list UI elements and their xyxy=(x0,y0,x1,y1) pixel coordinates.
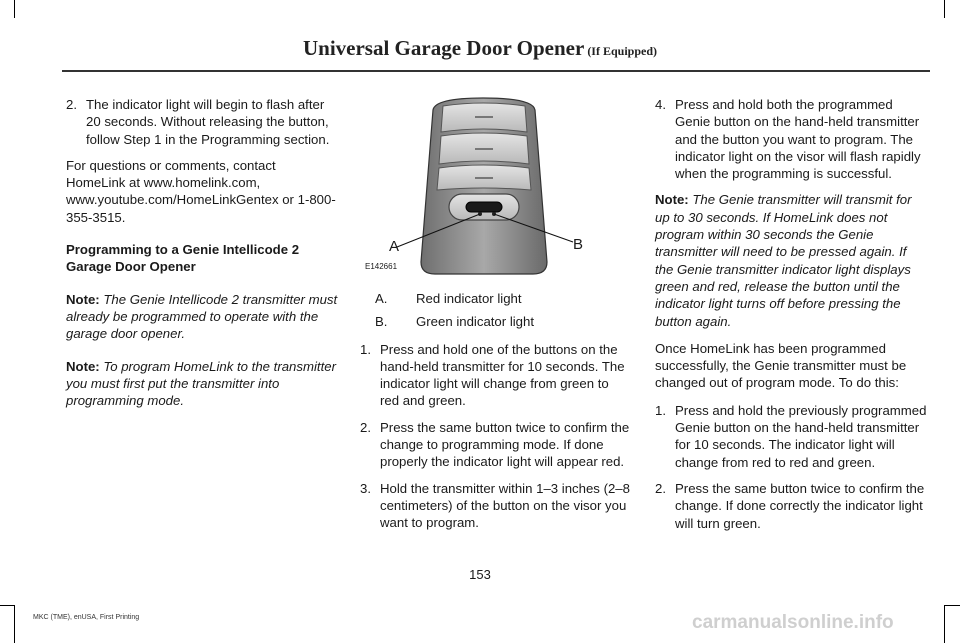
contact-paragraph: For questions or comments, contact HomeLink at www.homelink.com, www.youtube.com/HomeLinkGentex or 1-800-355-3515. xyxy=(66,157,336,225)
item-number: 3. xyxy=(360,480,371,496)
list-item xyxy=(360,419,630,471)
list-item xyxy=(655,402,927,471)
item-text: Press the same button twice to confirm the change to programming mode. If done properly the indicator light will appear red. xyxy=(380,419,630,470)
item-number: 4. xyxy=(655,97,666,112)
item-number: 2. xyxy=(66,97,77,112)
legend-item xyxy=(360,313,630,330)
note-paragraph xyxy=(66,291,338,343)
left-column xyxy=(66,96,338,419)
list-item xyxy=(655,480,927,532)
figure-code: E142661 xyxy=(365,262,398,271)
legend-letter: A. xyxy=(375,291,388,306)
legend-text: Green indicator light xyxy=(416,314,535,330)
crop-mark-bottom-right-h xyxy=(944,605,960,606)
note-paragraph xyxy=(66,358,338,410)
item-text: Press the same button twice to confirm the change. If done correctly the indicator light will turn green. xyxy=(675,480,925,531)
page-number: 153 xyxy=(469,567,491,582)
header-subtitle: (If Equipped) xyxy=(584,44,658,58)
remote-figure xyxy=(363,96,627,276)
indicator-lights xyxy=(466,202,502,212)
note-label: Note: xyxy=(66,358,100,374)
list-item xyxy=(66,96,338,148)
genie-remote-illustration xyxy=(363,96,627,276)
note-label: Note: xyxy=(66,291,100,307)
item-text: Hold the transmitter within 1–3 inches (2–8 centimeters) of the button on the visor you want to program. xyxy=(380,480,630,531)
middle-column xyxy=(360,290,630,541)
list-item xyxy=(655,96,927,182)
legend-item xyxy=(360,290,630,307)
item-text: Press and hold one of the buttons on the hand-held transmitter for 10 seconds. The indicator light will change from green to red and green. xyxy=(380,341,625,409)
note-paragraph xyxy=(655,191,927,329)
note-label: Note: xyxy=(655,192,689,208)
page-header xyxy=(0,36,960,61)
note-text: The Genie transmitter will transmit for up to 30 seconds. If HomeLink does not program within 30 seconds the Genie transmitter will need to be pressed again. If the Genie transmitter indicator light displays green and red, release the button until the indicator light turns off before pressing the button again. xyxy=(655,192,912,329)
note-text: To program HomeLink to the transmitter you must first put the transmitter into programming mode. xyxy=(66,358,336,409)
crop-mark-bottom-right xyxy=(944,605,945,643)
item-text: The indicator light will begin to flash after 20 seconds. Without releasing the button, follow Step 1 in the Programming section. xyxy=(86,97,330,147)
item-number: 2. xyxy=(360,419,371,435)
item-text: Press and hold both the programmed Genie button on the hand-held transmitter and the button you want to program. The indicator light on the visor will flash rapidly when the programming is successful. xyxy=(675,97,921,182)
list-item xyxy=(360,480,630,532)
item-number: 2. xyxy=(655,480,666,496)
header-rule xyxy=(62,70,930,72)
list-item xyxy=(360,341,630,410)
item-number: 1. xyxy=(655,402,666,418)
crop-mark-top-right xyxy=(944,0,945,18)
note-text: The Genie Intellicode 2 transmitter must already be programmed to operate with the garage door opener. xyxy=(66,291,338,342)
section-heading: Programming to a Genie Intellicode 2 Garage Door Opener xyxy=(66,242,300,275)
callout-label-b: B xyxy=(573,236,584,253)
crop-mark-top-left xyxy=(14,0,15,18)
crop-mark-bottom-left-h xyxy=(0,605,14,606)
item-number: 1. xyxy=(360,341,371,357)
legend-text: Red indicator light xyxy=(416,291,522,306)
body-paragraph: Once HomeLink has been programmed successfully, the Genie transmitter must be changed out of program mode. To do this: xyxy=(655,340,907,391)
footer-text: MKC (TME), enUSA, First Printing xyxy=(33,614,140,621)
callout-label-a: A xyxy=(389,238,400,255)
right-column xyxy=(655,96,927,541)
header-title: Universal Garage Door Opener xyxy=(302,36,585,60)
item-text: Press and hold the previously programmed Genie button on the hand-held transmitter for 10 seconds. The indicator light will change from red to red and green. xyxy=(675,402,927,470)
crop-mark-bottom-left xyxy=(14,605,15,643)
watermark: carmanualsonline.info xyxy=(692,612,894,633)
legend-letter: B. xyxy=(375,314,388,330)
